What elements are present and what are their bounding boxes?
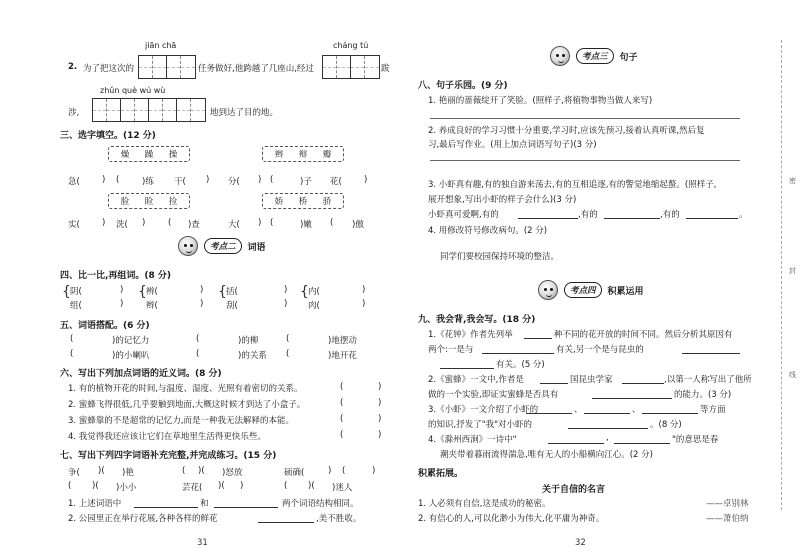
char-option: 脸 [120, 197, 130, 207]
fill-cell[interactable]: )查 [188, 220, 200, 230]
brace-icon: { [62, 284, 71, 300]
q3-text: 小虾真可爱啊,有的 [428, 210, 499, 220]
char-option: 燥 [120, 150, 130, 160]
fill-cell[interactable]: ) [258, 175, 262, 185]
s9-blank[interactable] [614, 443, 670, 444]
idiom-blank[interactable]: )( [218, 481, 225, 491]
compare-blank[interactable]: ) [120, 299, 124, 309]
banner-title: 积累运用 [607, 286, 644, 297]
char-option: 躁 [144, 150, 154, 160]
match-blank[interactable]: ( [70, 349, 74, 359]
banner-kaodian-3 [550, 46, 638, 66]
compare-char: 内( [308, 287, 320, 297]
synonym-answer-close: ) [378, 430, 382, 440]
quote-1-author: ——卓别林 [706, 499, 749, 509]
fill-cell: ( [270, 218, 274, 228]
binding-line [781, 40, 782, 510]
s9-text: 做的一个实验,即证实蜜蜂是否具有 [428, 390, 559, 400]
match-blank[interactable]: ( [286, 334, 290, 344]
match-phrase: )的柳 [238, 336, 259, 346]
s9-blank[interactable] [524, 338, 552, 339]
s9-text: 两个:一是与 [428, 345, 474, 355]
char-option: 捡 [168, 197, 178, 207]
synonym-item-2: 2. 蜜蜂飞得很低,几乎要触到地面,大概这时候才到达了小盒子。 [68, 400, 306, 410]
s9-text: 的能力。(3 分) [674, 390, 732, 400]
synonym-answer-open[interactable]: ( [340, 382, 344, 392]
q3-text: ,有的 [578, 210, 598, 220]
s9-blank[interactable] [584, 413, 630, 414]
s9-item-4b: 潮夹带着暮雨流得湍急,唯有无人的小船横向江心。(2 分) [440, 450, 653, 460]
char-option: 辫 [274, 150, 284, 160]
synonym-answer-close: ) [378, 398, 382, 408]
fill-cell[interactable]: ) [258, 218, 262, 228]
compare-blank[interactable]: ) [120, 285, 124, 295]
s9-blank[interactable] [568, 428, 648, 429]
s9-text: 有关,另一个是与昆虫的 [556, 345, 644, 355]
compare-blank[interactable]: ) [362, 285, 366, 295]
s9-text: 种不同的花开放的时间不同。然后分析其原因有 [554, 330, 733, 340]
fill-cell: 洗( [116, 220, 128, 230]
s8-q1: 1. 艳丽的蔷薇绽开了笑脸。(照样子,将植物事物当做人来写) [428, 96, 653, 106]
idiom-blank[interactable]: )艳 [122, 468, 134, 478]
compare-char: 刮( [226, 301, 238, 311]
banner-kaodian-4 [538, 280, 644, 300]
brace-icon: { [218, 284, 227, 300]
q1-answer-blank-1[interactable] [134, 507, 198, 508]
idiom-part: ( [284, 481, 288, 491]
fill-cell: 大( [228, 220, 240, 230]
answer-grid-zhunquewuwu[interactable] [92, 98, 206, 122]
s9-text: 、 [574, 405, 583, 415]
banner-tag: 考点四 [564, 282, 602, 298]
idiom-part: 争( [68, 468, 80, 478]
banner-title: 句子 [619, 52, 638, 63]
s9-text: 4.《滁州西涧》一诗中" [428, 435, 517, 445]
match-phrase: )的小喇叭 [112, 351, 150, 361]
fill-cell: ( [116, 175, 120, 185]
match-blank[interactable]: ( [196, 349, 200, 359]
s8-q2-line-2: 习,最后写作业。(用上加点词语写句子)(3 分) [428, 140, 597, 150]
s8-q3-line-2: 展开想象,写出小虾的样子会什么)(3 分) [428, 195, 577, 205]
q2-text: 2. 公园里正在举行花展,各种各样的鲜花 [68, 514, 218, 524]
match-phrase: )的记忆力 [112, 336, 150, 346]
idiom-blank[interactable]: )小小 [116, 483, 137, 493]
s9-blank[interactable] [682, 353, 740, 354]
q3-text: 。 [739, 210, 748, 220]
q2-text-b: 任务做好,他跨越了几座山,经过 [198, 64, 314, 74]
s9-blank[interactable] [482, 353, 554, 354]
s9-blank[interactable] [526, 413, 572, 414]
s8-q3-line-1: 3. 小虾真有趣,有的独自游来荡去,有的互相追逐,有的警觉地缩起螯。(照样子, [428, 180, 717, 190]
s9-blank[interactable] [622, 383, 664, 384]
fill-cell[interactable]: ) [142, 218, 146, 228]
fill-cell[interactable]: ) [102, 218, 106, 228]
match-phrase: )地开花 [328, 351, 357, 361]
banner-tag: 考点三 [576, 48, 614, 64]
synonym-answer-open[interactable]: ( [340, 430, 344, 440]
char-option: 辩 [298, 150, 308, 160]
char-option: 瓣 [322, 150, 332, 160]
fill-cell: ( [168, 218, 172, 228]
char-option: 骄 [322, 197, 332, 207]
q1-text: 和 [200, 499, 209, 509]
compare-char: 辨( [146, 287, 158, 297]
q2-number: 2. [68, 62, 78, 72]
idiom-blank[interactable]: )( [98, 466, 105, 476]
s8-q4: 4. 用修改符号修改病句。(2 分) [428, 226, 548, 236]
compare-char: 括( [226, 287, 238, 297]
quotes-heading: 关于自信的名言 [542, 485, 606, 495]
section-5-title: 五、词语搭配。(6 分) [60, 321, 150, 331]
char-box-4 [262, 193, 344, 209]
s9-blank[interactable] [440, 368, 494, 369]
fill-cell: 实( [68, 220, 80, 230]
idiom-blank[interactable]: ) [372, 466, 376, 476]
page-number-right: 32 [575, 538, 586, 548]
pinyin-zhunquewuwu: zhǔn què wú wù [100, 86, 166, 95]
pinyin-jiancha: jiān chā [145, 41, 177, 50]
s9-text: 3.《小虾》一文介绍了小虾的 [428, 405, 539, 415]
char-box-2 [262, 146, 344, 162]
synonym-answer-close: ) [378, 382, 382, 392]
section-7-title: 七、写出下列四字词语补充完整,并完成练习。(15 分) [60, 451, 277, 461]
s9-text: 有关。(5 分) [496, 360, 545, 370]
fill-cell: 急( [68, 177, 80, 187]
quote-2: 2. 有信心的人,可以化渺小为伟大,化平庸为神奇。 [418, 514, 605, 524]
seal-char: 封 [789, 267, 796, 275]
fill-cell: ( [270, 175, 274, 185]
idiom-blank[interactable]: )怒放 [222, 468, 243, 478]
compare-blank[interactable]: ) [200, 299, 204, 309]
s9-text: 。(8 分) [650, 420, 682, 430]
match-phrase: )的关系 [238, 351, 267, 361]
idiom-part: ( [182, 466, 186, 476]
fill-cell[interactable]: ) [206, 175, 210, 185]
fill-cell[interactable]: )傲 [352, 220, 364, 230]
compare-blank[interactable]: ) [362, 299, 366, 309]
s9-text: "的意思是春 [672, 435, 719, 445]
s9-blank[interactable] [592, 398, 672, 399]
right-page: 考点三 句子 八、句子乐园。(9 分) 1. 艳丽的蔷薇绽开了笑脸。(照样子,将植物事物当做人来写) 2. 养成良好的学习习惯十分重要,学习时,应该先预习,接着认真听课,然后复 习,最后写作业。(用上加点词语写句子)(3 分) 3. 小虾真有趣,有的独自游来荡去,有的互相追逐,有的警觉地缩起螯。(照样子, 展开想象,写出小虾的样子会什么)(3 分) 小虾真可爱啊,有的 ,有的 ,有的 。 4. 用修改符号修改病句。(2 分) 同学们要校园保持环境的整洁。 考点四 积累运用 九、我会背,我会写。(18 分) 1.《花钟》作者先列举 种不同的花开放的时间不同。然后分析其原因有 两个:一是与 有关,另一个是与昆虫的 有关。(5 分) 2.《蜜蜂》一文中,作者是 国昆虫学家 ,以第一人称写出了他所 做的一个实验,即证实蜜蜂是否具有 的能力。(3 分) 3.《小虾》一文介绍了小虾的 、 、 等方面 的知识,抒发了"我"对小虾的 。(8 分) 4.《滁州西涧》一诗中" , "的意思是春 潮夹带着暮雨流得湍急,唯有无人的小船横向江心。(2 分) 积累拓展。 关于自信的名言 1. 人必须有自信,这是成功的秘密。 ——卓别林 2. 有信心的人,可以化渺小为伟大,化平庸为神奇。 ——萧伯纳 32 密 封 线 [400, 0, 800, 560]
page-number-left: 31 [197, 538, 208, 548]
compare-char: 组( [70, 301, 82, 311]
compare-blank[interactable]: ) [284, 299, 288, 309]
quote-2-author: ——萧伯纳 [706, 514, 749, 524]
q3-text: ,有的 [660, 210, 680, 220]
fill-cell: 干( [174, 177, 186, 187]
s9-text: 等方面 [700, 405, 726, 415]
char-box-3 [108, 193, 190, 209]
synonym-answer-close: ) [378, 414, 382, 424]
s9-text: 1.《花钟》作者先列举 [428, 330, 513, 340]
idiom-blank[interactable]: )迷人 [332, 483, 353, 493]
compare-blank[interactable]: ) [284, 285, 288, 295]
s9-blank[interactable] [642, 413, 698, 414]
idiom-blank[interactable]: ) [240, 481, 244, 491]
pinyin-changtu: cháng tú [333, 41, 369, 50]
mascot-icon [550, 46, 570, 66]
compare-char: 肉( [308, 301, 320, 311]
quote-1: 1. 人必须有自信,这是成功的秘密。 [418, 499, 551, 509]
q2-answer-blank[interactable] [258, 522, 314, 523]
idiom-blank[interactable]: )( [198, 466, 205, 476]
s8-q2-answer-line[interactable] [430, 160, 740, 161]
mascot-icon [178, 236, 198, 256]
match-phrase: )地摆动 [328, 336, 357, 346]
char-option: 娇 [274, 197, 284, 207]
char-box-1 [108, 146, 190, 162]
idiom-part: 硕确( [284, 468, 305, 478]
s8-q2-line-1: 2. 养成良好的学习习惯十分重要,学习时,应该先预习,接着认真听课,然后复 [428, 126, 705, 136]
idiom-blank[interactable]: ) [328, 466, 332, 476]
fill-cell[interactable]: ) [102, 175, 106, 185]
char-option: 睑 [144, 197, 154, 207]
idiom-blank[interactable]: )( [308, 481, 315, 491]
fill-cell[interactable]: ) [364, 175, 368, 185]
synonym-item-1: 1. 有的植物开花的时间,与温度、湿度、光照有着密切的关系。 [68, 384, 303, 394]
s9-text: 2.《蜜蜂》一文中,作者是 [428, 375, 524, 385]
synonym-answer-open[interactable]: ( [340, 414, 344, 424]
s8-q1-answer-line[interactable] [430, 118, 740, 119]
idiom-part: ( [68, 481, 72, 491]
extend-title: 积累拓展。 [418, 469, 464, 479]
q3-blank-2[interactable] [604, 218, 660, 219]
s8-q4-sentence[interactable]: 同学们要校园保持环境的整洁。 [440, 252, 560, 262]
match-blank[interactable]: ( [286, 349, 290, 359]
section-8-title: 八、句子乐园。(9 分) [418, 81, 508, 91]
s9-text: 、 [632, 405, 641, 415]
match-blank[interactable]: ( [196, 334, 200, 344]
fill-cell[interactable]: )练 [142, 177, 154, 187]
brace-icon: { [300, 284, 309, 300]
section-4-title: 四、比一比,再组词。(8 分) [60, 271, 172, 281]
seal-char: 密 [789, 177, 796, 185]
q3-blank-1[interactable] [518, 218, 578, 219]
section-9-title: 九、我会背,我会写。(18 分) [418, 315, 536, 325]
fill-cell: 花( [330, 177, 342, 187]
q1-answer-blank-2[interactable] [214, 507, 278, 508]
char-option: 桥 [298, 197, 308, 207]
q1-text: 两个词语结构相同。 [282, 499, 359, 509]
section-6-title: 六、写出下列加点词语的近义词。(8 分) [60, 369, 222, 379]
compare-char: 阴( [70, 287, 82, 297]
match-blank[interactable]: ( [70, 334, 74, 344]
q2-text-c: 跋 [381, 64, 390, 74]
q2-text: ,美不胜收。 [316, 514, 362, 524]
banner-tag: 考点二 [204, 238, 242, 254]
compare-blank[interactable]: ) [200, 285, 204, 295]
banner-kaodian-2 [178, 236, 266, 256]
seal-char: 线 [789, 371, 796, 379]
synonym-answer-open[interactable]: ( [340, 398, 344, 408]
q3-blank-3[interactable] [686, 218, 738, 219]
compare-char: 辫( [146, 301, 158, 311]
q2-text-a: 为了把这次的 [83, 64, 135, 74]
answer-grid-changtu[interactable] [322, 55, 380, 79]
s9-blank[interactable] [548, 443, 604, 444]
q1-text: 1. 上述词语中 [68, 499, 122, 509]
fill-cell: ( [330, 218, 334, 228]
s9-text: ,以第一人称写出了他所 [664, 375, 752, 385]
char-option: 操 [168, 150, 178, 160]
fill-cell[interactable]: )子 [300, 177, 312, 187]
idiom-blank[interactable]: )( [92, 481, 99, 491]
q2-text-d: 涉, [68, 108, 80, 118]
idiom-part: ( [342, 466, 346, 476]
idiom-part: 芸花( [182, 483, 203, 493]
mascot-icon [538, 280, 558, 300]
banner-title: 词语 [247, 242, 266, 253]
brace-icon: { [138, 284, 147, 300]
s9-text: 国昆虫学家 [570, 375, 613, 385]
s9-blank[interactable] [540, 383, 568, 384]
s9-text: 的知识,抒发了"我"对小虾的 [428, 420, 533, 430]
q2-text-e: 地到达了目的地。 [210, 108, 279, 118]
synonym-item-3: 3. 蜜蜂靠的不是超常的记忆力,而是一种我无法解释的本能。 [68, 416, 295, 426]
section-3-title: 三、选字填空。(12 分) [60, 131, 156, 141]
synonym-item-4: 4. 我觉得我还应该让它们在草地里生活得更快乐些。 [68, 432, 266, 442]
fill-cell: 分( [228, 177, 240, 187]
answer-grid-jiancha[interactable] [138, 55, 196, 79]
fill-cell[interactable]: )嫩 [300, 220, 312, 230]
